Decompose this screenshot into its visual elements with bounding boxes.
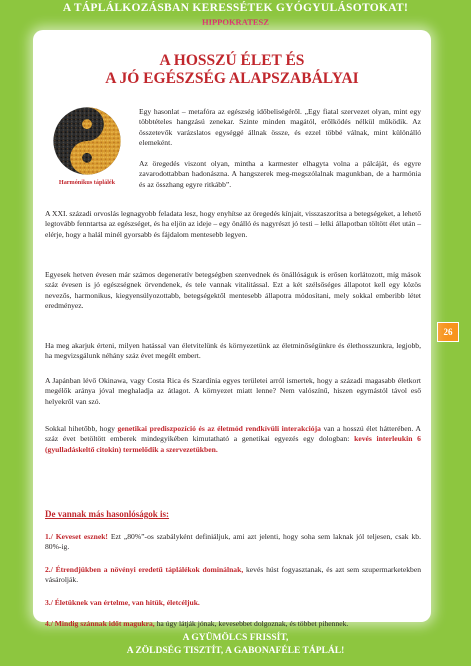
list-item-1-text: Ezt „80%”-os szabályként definiáljuk, ami azt jelenti, hogy soha sem laknak jól teljesen, csak kb. 80%-ig.	[45, 532, 421, 552]
page-title	[33, 52, 431, 88]
paragraph-7	[45, 424, 421, 455]
list-item-2	[45, 565, 421, 586]
footer-line-2: A ZÖLDSÉG TISZTÍT, A GABONAFÉLE TÁPLÁL!	[126, 646, 345, 656]
paragraph-7-highlight-1: genetikai prediszpozíció és az életmód rendkívüli interakciója	[117, 424, 321, 433]
paragraph-7-text-a: Sokkal hihetőbb, hogy	[45, 424, 118, 433]
title-line-2: A JÓ EGÉSZSÉG ALAPSZABÁLYAI	[105, 70, 359, 87]
paragraph-6: A Japánban lévő Okinawa, vagy Costa Rica és Szardínia egyes területei arról ismertek, hogy a századi magasabb életkort megélők aránya jóval meghaladja az átlagot. A környezet miatt lenne? Nem valószínű, hiszen egymástól távol eső helyekről van szó.	[45, 376, 421, 406]
yin-yang-seeds-icon	[52, 106, 122, 176]
list-item-1	[45, 532, 421, 553]
top-banner: A TÁPLÁLKOZÁSBAN KERESSÉTEK GYÓGYULÁSOTOKAT!	[62, 2, 409, 14]
paragraph-4: Egyesek hetven évesen már számos degeneratív betegségben szenvednek és önállóságuk is erősen korlátozott, míg mások száz évesen is jó egészségnek örvendenek, és tele vannak vitalitással. Ezt a két szélsőséges állapotot kell egy közös nevezős, harmonikus, kiegyensúlyozottabb, betegségektől mentesebb állapotra módosítani, mely sokkal emberibb létet eredményez.	[45, 270, 421, 311]
list-item-1-label: 1./ Keveset esznek!	[45, 532, 108, 541]
list-item-4-text: ha úgy látják jónak, kevesebbet dolgoznak, és többet pihennek.	[154, 619, 349, 628]
article-page	[33, 30, 431, 628]
paragraph-3: A XXI. századi orvoslás legnagyobb feladata lesz, hogy enyhítse az öregedés kínjait, visszaszorítsa a betegségeket, a lehető legtovább fenntartsa az egészséget, és ha eljön az ideje – egy önálló és nagyrészt jó testi – lelki állapotban töltött élet után – elérje, hogy a halál minél gyorsabb és fájdalom mentesebb legyen.	[45, 209, 421, 239]
list-item-2-text: kevés húst fogyasztanak, és azt sem szupermarketekben vásárolják.	[45, 565, 421, 585]
footer-line-1: A GYÜMÖLCS FRISSÍT,	[182, 633, 289, 643]
image-caption: Harmónikus táplálék	[58, 179, 116, 186]
page-number-badge: 26	[437, 322, 459, 342]
similarities-heading: De vannak más hasonlóságok is:	[45, 509, 170, 519]
paragraph-7-text-b: van a hosszú élet hátterében. A száz évet betöltött emberek mindegyikében kimutatható a genetikai egyezés egy dologban:	[45, 424, 421, 444]
list-item-4-label: 4./ Mindig szánnak időt magukra,	[45, 619, 155, 628]
title-line-1: A HOSSZÚ ÉLET ÉS	[159, 52, 305, 69]
intro-paragraph-1: Egy hasonlat – metafóra az egészség időbeliségéről. „Egy fiatal szervezet olyan, mint egy többtételes hangzású zenekar. Szinte minden magától, erőlködés nélkül működik. Az összetevők varázslatos egységgé állnak össze, és ezzel többé válnak, mint különálló elemeként.	[139, 107, 421, 148]
food-image	[45, 106, 129, 186]
list-item-3	[45, 598, 421, 608]
paragraph-5: Ha meg akarjuk érteni, milyen hatással van életvitelünk és környezetünk az életminőségünkre és élethosszunkra, legjobb, ha megvizsgálunk néhány száz évet megélt embert.	[45, 341, 421, 361]
paragraph-7-highlight-2: kevés interleukin 6 (gyulladáskeltő citokin) termelődik a szervezetükben.	[45, 434, 421, 454]
list-item-4	[45, 619, 421, 629]
list-item-3-label: 3./ Életüknek van értelme, van hitük, életcéljuk.	[45, 598, 200, 607]
intro-paragraph-2: Az öregedés viszont olyan, mintha a karmester elhagyta volna a pálcáját, és egyre zavarodottabban hadonászna. A hangszerek meg-megszólalnak magunkban, de a harmónia és az összhang egyre ritkább”.	[139, 159, 421, 189]
list-item-2-label: 2./ Étrendjükben a növényi eredetű táplálékok dominálnak,	[45, 565, 244, 574]
footer-slogan	[0, 632, 471, 658]
top-author: HIPPOKRATESZ	[202, 17, 269, 27]
